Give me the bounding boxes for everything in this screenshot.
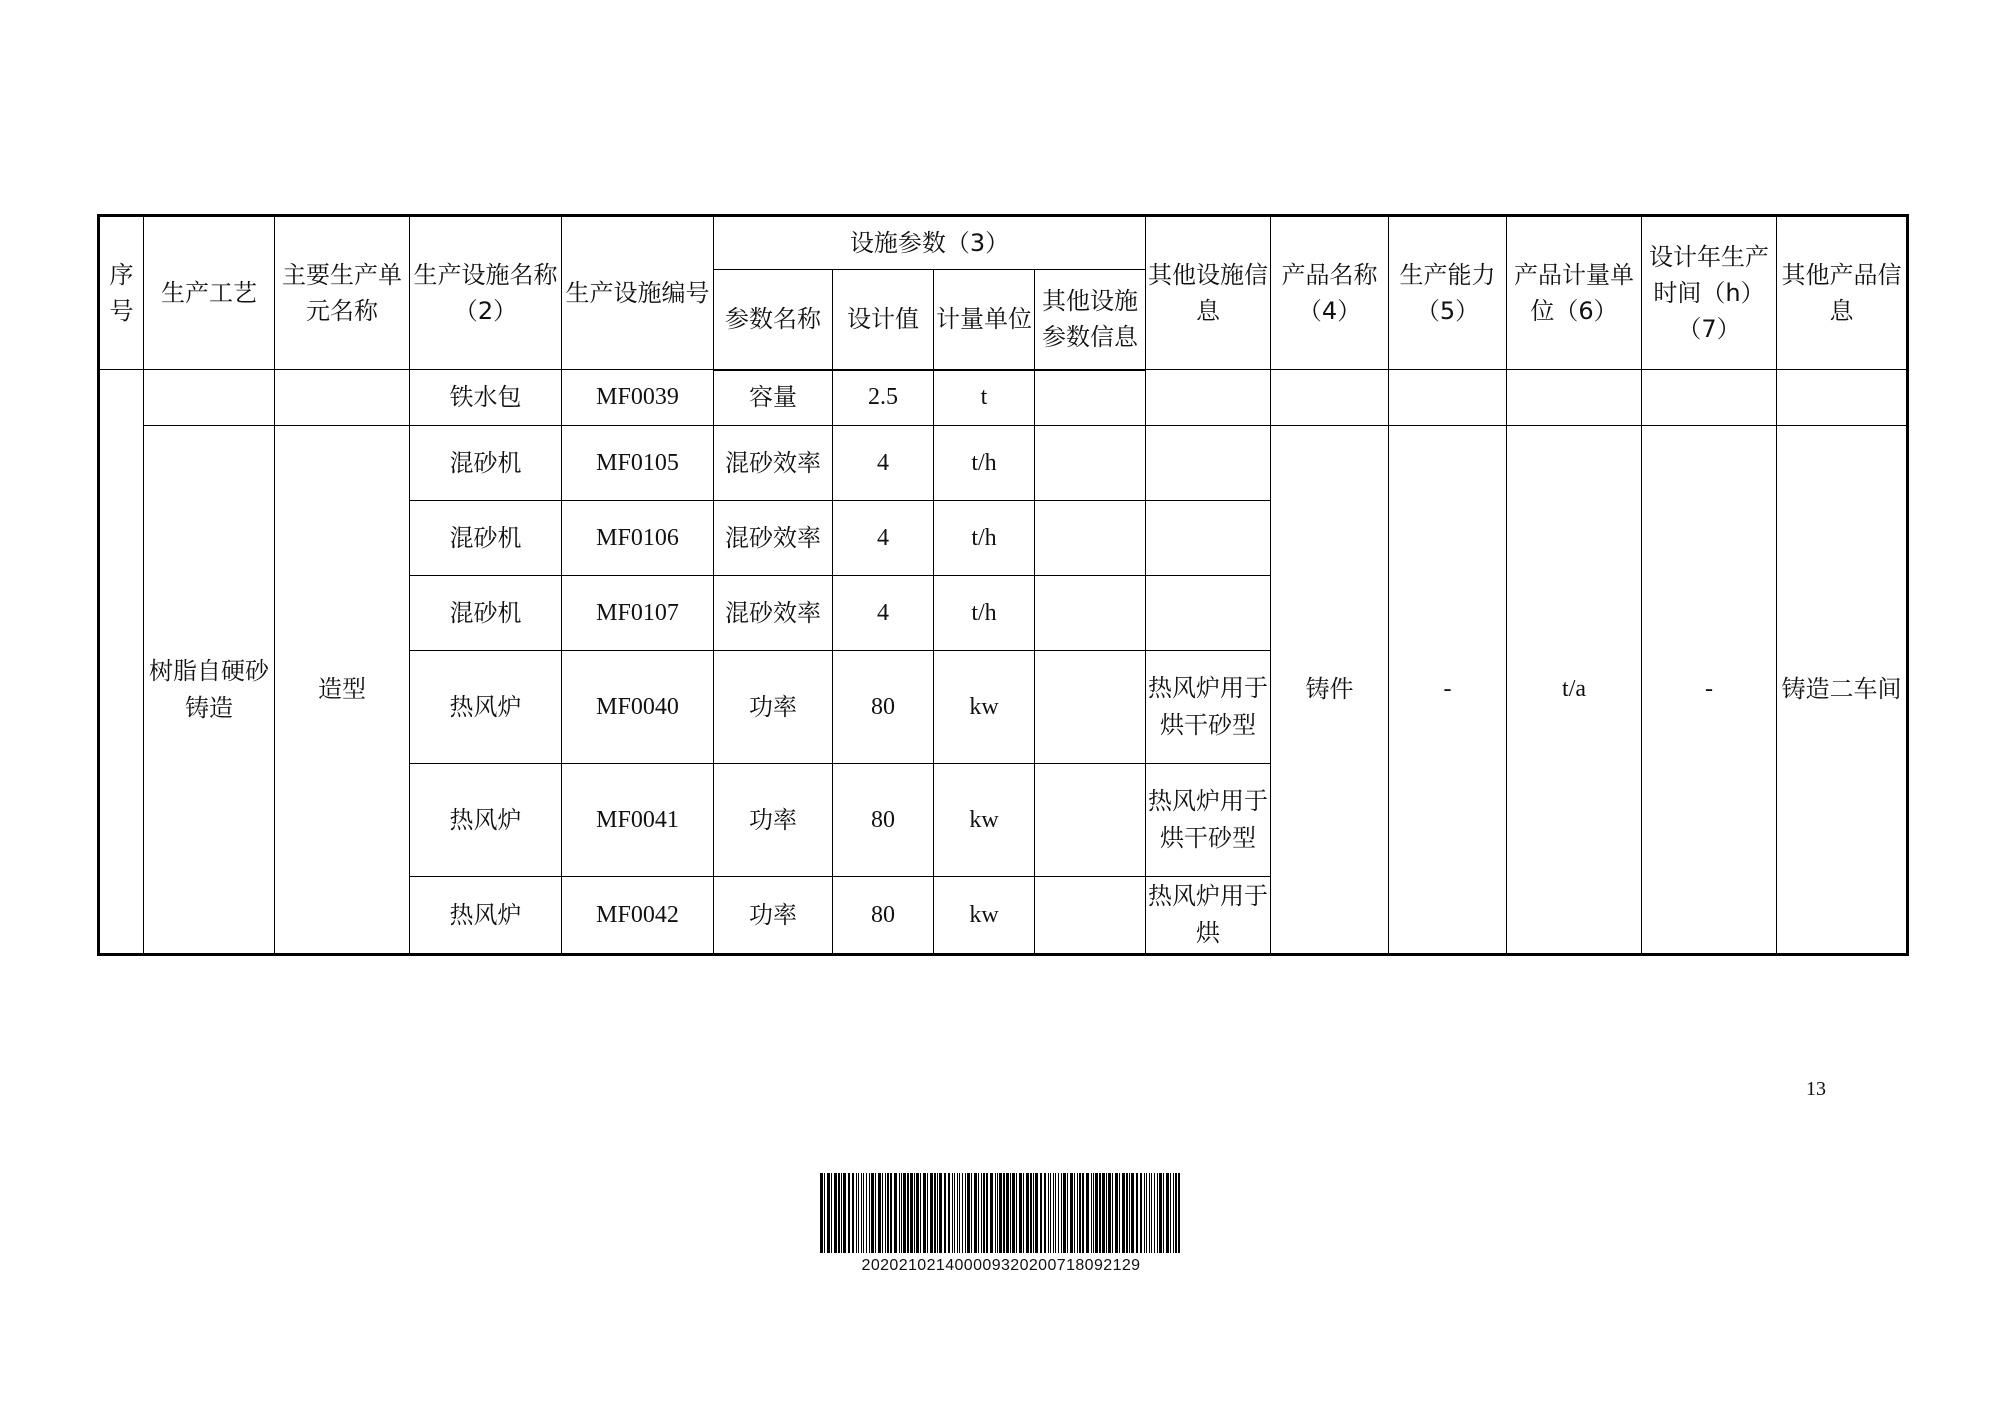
barcode-number: 202021021400009320200718092129	[861, 1257, 1141, 1274]
design-hours-cell-empty	[1642, 370, 1777, 426]
header-capacity: 生产能力（5）	[1389, 216, 1507, 370]
barcode-bar	[1012, 1173, 1015, 1253]
facility-code-cell: MF0106	[562, 501, 714, 576]
design-value-cell: 80	[833, 764, 934, 877]
barcode-bar	[927, 1173, 928, 1253]
barcode-bar	[824, 1173, 825, 1253]
barcode-bar	[962, 1173, 963, 1253]
barcode-bar	[967, 1173, 970, 1253]
barcode-bar	[1119, 1173, 1120, 1253]
barcode-bar	[885, 1173, 886, 1253]
barcode-bar	[986, 1173, 988, 1253]
barcode-bar	[930, 1173, 933, 1253]
header-process: 生产工艺	[144, 216, 275, 370]
barcode-bar	[965, 1173, 966, 1253]
param-name-cell: 功率	[714, 877, 833, 955]
barcode-bar	[834, 1173, 837, 1253]
measure-unit-cell: kw	[934, 651, 1035, 764]
barcode-bar	[1108, 1173, 1111, 1253]
facility-cell: 混砂机	[410, 501, 562, 576]
header-design-value: 设计值	[833, 270, 934, 370]
header-facility-code: 生产设施编号	[562, 216, 714, 370]
barcode-bar	[1048, 1173, 1049, 1253]
header-param-name: 参数名称	[714, 270, 833, 370]
barcode-bar	[1136, 1173, 1138, 1253]
barcode-bar	[910, 1173, 913, 1253]
barcode-bar	[1154, 1173, 1155, 1253]
barcode-bar	[1106, 1173, 1107, 1253]
barcode-bar	[1055, 1173, 1056, 1253]
facility-cell: 混砂机	[410, 426, 562, 501]
barcode-bar	[820, 1173, 823, 1253]
facility-code-cell: MF0041	[562, 764, 714, 877]
barcode-bar	[1091, 1173, 1092, 1253]
facility-code-cell: MF0039	[562, 370, 714, 426]
barcode-image	[820, 1173, 1182, 1253]
barcode-bar	[1146, 1173, 1147, 1253]
barcode-bar	[1102, 1173, 1105, 1253]
barcode-bar	[1053, 1173, 1054, 1253]
barcode-bar	[882, 1173, 883, 1253]
design-value-cell: 4	[833, 576, 934, 651]
barcode-bar	[954, 1173, 955, 1253]
barcode-bar	[901, 1173, 902, 1253]
barcode-bar	[1003, 1173, 1005, 1253]
barcode-bar	[1149, 1173, 1150, 1253]
facility-code-cell: MF0107	[562, 576, 714, 651]
barcode-bar	[1074, 1173, 1075, 1253]
barcode-bar	[1151, 1173, 1152, 1253]
header-product-name: 产品名称（4）	[1271, 216, 1389, 370]
barcode-bar	[978, 1173, 979, 1253]
barcode-bar	[1112, 1173, 1113, 1253]
facility-code-cell: MF0105	[562, 426, 714, 501]
barcode-bar	[907, 1173, 909, 1253]
barcode-bar	[1030, 1173, 1032, 1253]
facility-code-cell: MF0040	[562, 651, 714, 764]
barcode-bar	[1122, 1173, 1125, 1253]
barcode-bar	[1019, 1173, 1022, 1253]
measure-unit-cell: kw	[934, 877, 1035, 955]
barcode-bar	[1159, 1173, 1162, 1253]
barcode-bar	[1129, 1173, 1130, 1253]
barcode-bar	[1044, 1173, 1046, 1253]
facility-cell: 热风炉	[410, 764, 562, 877]
barcode-bar	[937, 1173, 938, 1253]
barcode-bar	[841, 1173, 842, 1253]
barcode-bar	[878, 1173, 881, 1253]
other-params-cell	[1035, 764, 1146, 877]
barcode-bar	[1026, 1173, 1029, 1253]
param-name-cell: 混砂效率	[714, 426, 833, 501]
other-product-cell-empty	[1777, 370, 1908, 426]
barcode-bar	[1144, 1173, 1145, 1253]
header-seq: 序号	[99, 216, 144, 370]
seq-cell	[99, 370, 144, 955]
product-unit-cell: t/a	[1507, 426, 1642, 955]
barcode-bar	[1170, 1173, 1171, 1253]
barcode-bar	[869, 1173, 870, 1253]
capacity-cell: -	[1389, 426, 1507, 955]
param-name-cell: 功率	[714, 651, 833, 764]
barcode-bar	[1035, 1173, 1038, 1253]
barcode-bar	[890, 1173, 892, 1253]
table-row	[99, 370, 1908, 426]
barcode-bar	[1006, 1173, 1009, 1253]
barcode-bar	[1086, 1173, 1089, 1253]
product-unit-cell-empty	[1507, 370, 1642, 426]
other-params-cell	[1035, 651, 1146, 764]
barcode-bar	[971, 1173, 972, 1253]
barcode-bar	[856, 1173, 857, 1253]
param-name-cell: 混砂效率	[714, 501, 833, 576]
design-value-cell: 4	[833, 426, 934, 501]
barcode-bar	[1079, 1173, 1081, 1253]
process-cell-empty	[144, 370, 275, 426]
other-facility-cell: 热风炉用于烘干砂型	[1146, 651, 1271, 764]
other-facility-cell	[1146, 426, 1271, 501]
other-facility-cell	[1146, 576, 1271, 651]
facility-cell: 混砂机	[410, 576, 562, 651]
barcode-bar	[1023, 1173, 1024, 1253]
other-facility-cell: 热风炉用于烘干砂型	[1146, 764, 1271, 877]
barcode-bar	[995, 1173, 996, 1253]
barcode-bar	[1077, 1173, 1078, 1253]
facility-table	[97, 214, 1909, 956]
barcode-bar	[1040, 1173, 1042, 1253]
barcode-bar	[959, 1173, 960, 1253]
header-unit: 主要生产单元名称	[275, 216, 410, 370]
header-design-hours: 设计年生产时间（h）（7）	[1642, 216, 1777, 370]
design-value-cell: 2.5	[833, 370, 934, 426]
barcode-bar	[1033, 1173, 1034, 1253]
barcode-bar	[920, 1173, 921, 1253]
barcode-bar	[866, 1173, 867, 1253]
barcode-bar	[934, 1173, 936, 1253]
barcode-bar	[899, 1173, 900, 1253]
barcode-bar	[1131, 1173, 1134, 1253]
other-params-cell	[1035, 576, 1146, 651]
barcode-bar	[1095, 1173, 1098, 1253]
barcode-bar	[894, 1173, 897, 1253]
measure-unit-cell: t/h	[934, 576, 1035, 651]
header-other-params: 其他设施参数信息	[1035, 270, 1146, 370]
header-params-group: 设施参数（3）	[714, 216, 1146, 270]
barcode-bar	[1099, 1173, 1101, 1253]
barcode-bar	[974, 1173, 977, 1253]
facility-code-cell: MF0042	[562, 877, 714, 955]
measure-unit-cell: t/h	[934, 426, 1035, 501]
barcode-bar	[990, 1173, 993, 1253]
unit-cell: 造型	[275, 426, 410, 955]
other-facility-cell: 热风炉用于烘	[1146, 877, 1271, 955]
barcode-bar	[952, 1173, 953, 1253]
design-value-cell: 4	[833, 501, 934, 576]
barcode-bar	[997, 1173, 998, 1253]
param-name-cell: 混砂效率	[714, 576, 833, 651]
barcode-bar	[838, 1173, 840, 1253]
barcode-bar	[831, 1173, 832, 1253]
barcode-bar	[1163, 1173, 1164, 1253]
other-params-cell	[1035, 370, 1146, 426]
barcode-bar	[1126, 1173, 1128, 1253]
facility-cell: 热风炉	[410, 877, 562, 955]
measure-unit-cell: t	[934, 370, 1035, 426]
barcode-bar	[1070, 1173, 1073, 1253]
other-product-cell: 铸造二车间	[1777, 426, 1908, 955]
header-other-product: 其他产品信息	[1777, 216, 1908, 370]
barcode-bar	[944, 1173, 946, 1253]
process-cell: 树脂自硬砂铸造	[144, 426, 275, 955]
design-hours-cell: -	[1642, 426, 1777, 955]
param-name-cell: 容量	[714, 370, 833, 426]
barcode-bar	[914, 1173, 915, 1253]
facility-cell: 铁水包	[410, 370, 562, 426]
barcode-bar	[948, 1173, 950, 1253]
barcode-bar	[1063, 1173, 1066, 1253]
other-params-cell	[1035, 877, 1146, 955]
barcode-bar	[1058, 1173, 1059, 1253]
product-name-cell: 铸件	[1271, 426, 1389, 955]
barcode-bar	[1093, 1173, 1094, 1253]
barcode-bar	[916, 1173, 919, 1253]
other-facility-cell	[1146, 370, 1271, 426]
barcode-bar	[843, 1173, 846, 1253]
barcode-bar	[875, 1173, 876, 1253]
page-number: 13	[1806, 1078, 1826, 1100]
header-other-facility: 其他设施信息	[1146, 216, 1271, 370]
measure-unit-cell: kw	[934, 764, 1035, 877]
barcode-bar	[1010, 1173, 1011, 1253]
barcode-bar	[848, 1173, 850, 1253]
header-facility-name: 生产设施名称（2）	[410, 216, 562, 370]
barcode-bar	[887, 1173, 889, 1253]
design-value-cell: 80	[833, 651, 934, 764]
product-name-cell-empty	[1271, 370, 1389, 426]
barcode-bar	[1178, 1173, 1180, 1253]
barcode-bar	[852, 1173, 854, 1253]
barcode-bar	[1166, 1173, 1169, 1253]
barcode-bar	[1061, 1173, 1062, 1253]
barcode-bar	[1050, 1173, 1051, 1253]
other-params-cell	[1035, 426, 1146, 501]
barcode-bar	[1082, 1173, 1084, 1253]
barcode-bar	[957, 1173, 958, 1253]
barcode-bar	[1157, 1173, 1158, 1253]
param-name-cell: 功率	[714, 764, 833, 877]
barcode-bar	[1016, 1173, 1017, 1253]
barcode-bar	[1067, 1173, 1068, 1253]
header-product-unit: 产品计量单位（6）	[1507, 216, 1642, 370]
unit-cell-empty	[275, 370, 410, 426]
capacity-cell-empty	[1389, 370, 1507, 426]
barcode-bar	[1115, 1173, 1118, 1253]
barcode-bar	[827, 1173, 830, 1253]
barcode-bar	[858, 1173, 859, 1253]
barcode-bar	[871, 1173, 874, 1253]
other-params-cell	[1035, 501, 1146, 576]
other-facility-cell	[1146, 501, 1271, 576]
barcode-bar	[1173, 1173, 1174, 1253]
barcode-bar	[863, 1173, 864, 1253]
barcode-bar	[903, 1173, 906, 1253]
barcode-bar	[981, 1173, 982, 1253]
barcode-bar	[999, 1173, 1002, 1253]
design-value-cell: 80	[833, 877, 934, 955]
measure-unit-cell: t/h	[934, 501, 1035, 576]
barcode-bar	[861, 1173, 862, 1253]
header-measure-unit: 计量单位	[934, 270, 1035, 370]
facility-cell: 热风炉	[410, 651, 562, 764]
barcode-bar	[939, 1173, 942, 1253]
barcode-bar	[1140, 1173, 1142, 1253]
table-row	[99, 426, 1908, 501]
barcode-bar	[923, 1173, 926, 1253]
barcode-bar	[983, 1173, 985, 1253]
barcode-bar	[1175, 1173, 1177, 1253]
